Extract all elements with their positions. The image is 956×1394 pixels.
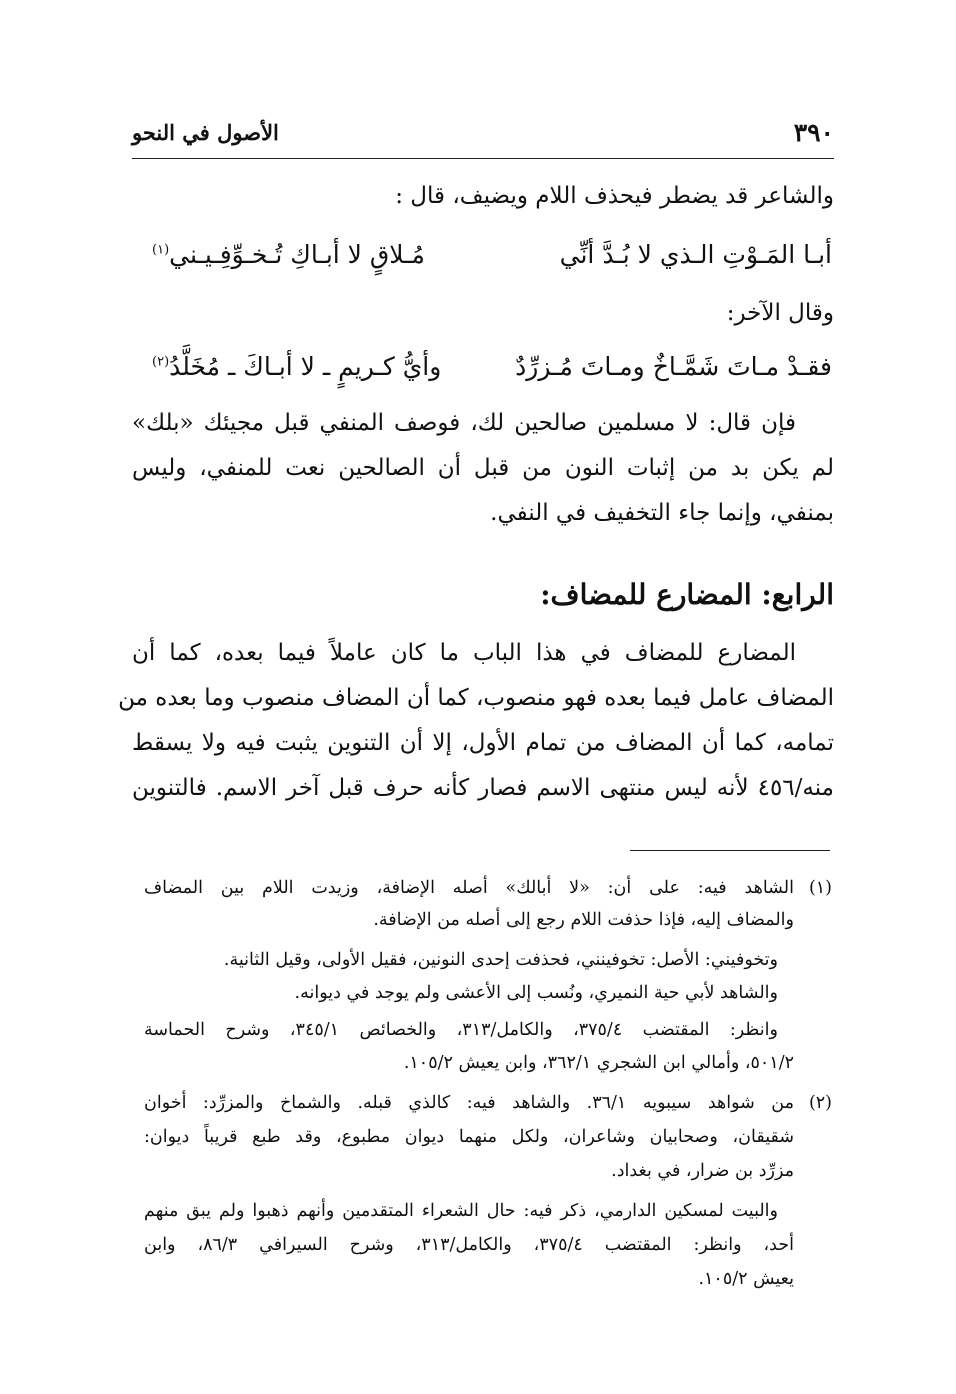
footnote-2-line-5: أحد، وانظر: المقتضب ٣٧٥/٤، والكامل/٣١٣، وشرح السيرافي ٨٦/٣، وابن [144,1235,794,1255]
header-divider [132,158,834,159]
para1-line-1: فإن قال: لا مسلمين صالحين لك، فوصف المنفي قبل مجيئك «بلك» [132,410,796,436]
footnote-2-line-4: والبيت لمسكين الدارمي، ذكر فيه: حال الشعراء المتقدمين وأنهم ذهبوا ولم يبق منهم [144,1201,778,1221]
para2-line-1: المضارع للمضاف في هذا الباب ما كان عاملاً فيما بعده، كما أن [132,640,796,666]
footnote-1-line-3: وتخوفيني: الأصل: تخوفينني، فحذفت إحدى النونين، فقيل الأولى، وقيل الثانية. [223,950,778,970]
verse-1-first-hemistich: أبـا المَـوْتِ الـذي لا بُـدَّ أنِّي [559,240,832,269]
running-title: الأصول في النحو [132,120,279,145]
para1-line-3: بمنفي، وإنما جاء التخفيف في النفي. [490,500,834,526]
intro-line: والشاعر قد يضطر فيحذف اللام ويضيف، قال : [395,183,834,209]
footnote-ref-1: (١) [152,242,170,258]
footnote-1-line-1: الشاهد فيه: على أن: «لا أبالك» أصله الإضافة، وزيدت اللام بين المضاف [144,878,794,898]
footnote-1-line-2: والمضاف إليه، فإذا حذفت اللام رجع إلى أصله من الإضافة. [373,910,794,930]
para2-line-2: المضاف عامل فيما بعده فهو منصوب، كما أن المضاف منصوب وما بعده من [118,685,834,711]
footnote-divider [630,850,830,851]
footnote-1-line-6: ٥٠١/٢، وأمالي ابن الشجري ٣٦٢/١، وابن يعيش ١٠٥/٢. [403,1053,794,1073]
footnote-2-line-2: شقيقان، وصحابيان وشاعران، ولكل منهما ديوان مطبوع، وقد طبع قريباً ديوان: [144,1127,794,1147]
footnote-1-line-4: والشاهد لأبي حية النميري، ونُسب إلى الأعشى ولم يوجد في ديوانه. [294,983,778,1003]
para1-line-2: لم يكن بد من إثبات النون من قبل أن الصالحين نعت للمنفي، وليس [132,455,834,481]
verse-2-second-text: وأيُّ كـريمٍ ـ لا أبـاكَ ـ مُخَلَّدُ [169,352,442,381]
verse-1-second-hemistich [152,240,425,269]
para2-line-3: تمامه، كما أن المضاف من تمام الأول، إلا أن التنوين يثبت فيه ولا يسقط [132,730,834,756]
footnote-2-line-6: يعيش ١٠٥/٢. [698,1269,794,1289]
footnote-2-line-3: مزرِّد بن ضرار، في بغداد. [611,1161,794,1181]
verse-2-first-hemistich: فقـدْ مـاتَ شَمَّـاخٌ ومـاتَ مُـزرِّدٌ [515,352,832,381]
footnote-2-line-1: من شواهد سيبويه ٣٦/١. والشاهد فيه: كالذي قبله. والشماخ والمزرِّد: أخوان [144,1093,795,1113]
section-heading: الرابع: المضارع للمضاف: [540,578,834,611]
intro2-line: وقال الآخر: [726,300,834,326]
footnote-ref-2: (٢) [152,354,170,370]
footnote-2-number: (٢) [808,1093,832,1113]
verse-1-second-text: مُـلاقٍ لا أبـاكِ تُـخـوِّفِـيـني [169,240,425,269]
verse-2-second-hemistich [152,352,441,381]
para2-line-4: منه/٤٥٦ لأنه ليس منتهى الاسم فصار كأنه حرف قبل آخر الاسم. فالتنوين [132,775,834,801]
footnote-1-number: (١) [808,878,832,898]
footnote-1-line-5: وانظر: المقتضب ٣٧٥/٤، والكامل/٣١٣، والخصائص ٣٤٥/١، وشرح الحماسة [144,1020,778,1040]
page-header [132,118,834,154]
page-number: ٣٩٠ [793,118,834,147]
